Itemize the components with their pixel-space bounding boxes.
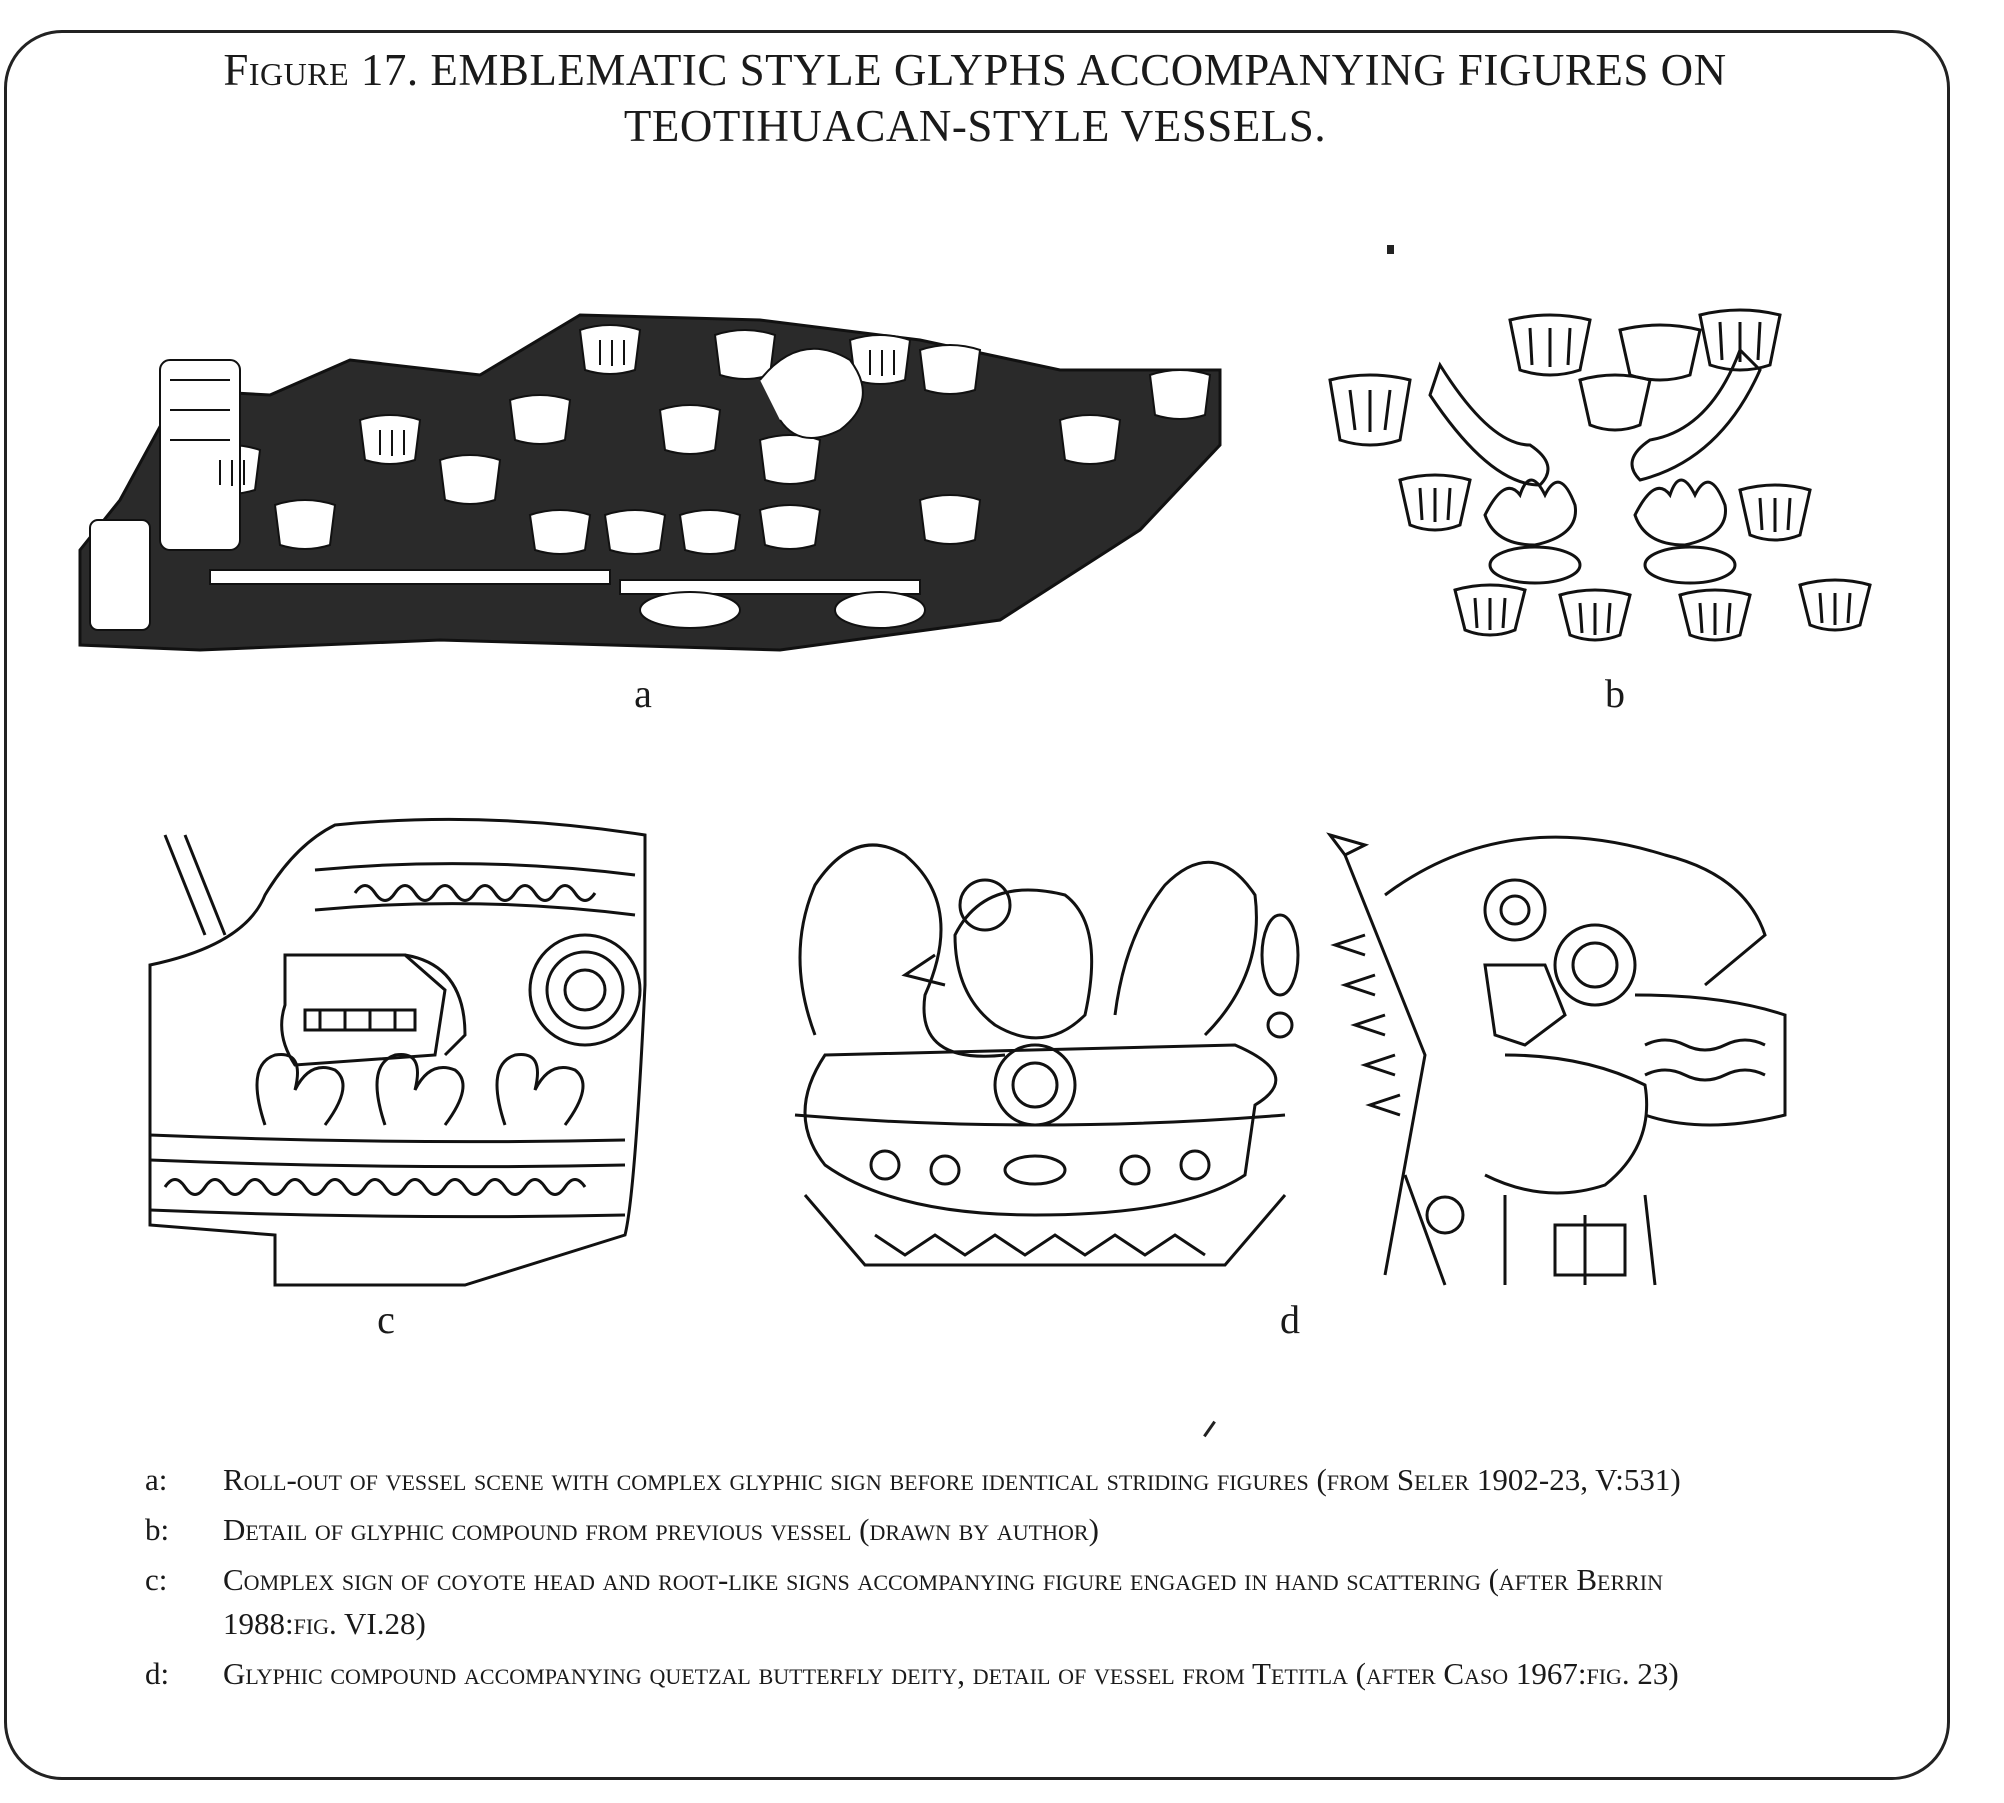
caption-a-text: Roll-out of vessel scene with complex glyphic sign before identical striding figures (from Seler 1902-23, V:531) (223, 1462, 1681, 1497)
caption-a (145, 1458, 1765, 1502)
caption-b-text: Detail of glyphic compound from previous vessel (drawn by author) (223, 1512, 1099, 1547)
caption-b (145, 1508, 1765, 1552)
caption-a-key: a: (145, 1462, 168, 1497)
panel-c-label: c (377, 1297, 395, 1342)
caption-d-text: Glyphic compound accompanying quetzal butterfly deity, detail of vessel from Tetitla (after Caso 1967:fig. 23) (223, 1656, 1679, 1691)
scan-speck (1387, 245, 1394, 254)
panel-a-illustration (60, 300, 1230, 660)
caption-d (145, 1652, 1765, 1696)
caption-c-key: c: (145, 1562, 168, 1597)
panel-a-label: a (634, 671, 652, 716)
panel-d-label: d (1280, 1297, 1300, 1342)
caption-c-text: Complex sign of coyote head and root-like signs accompanying figure engaged in hand scattering (after Berrin 1988:fig. VI.28) (223, 1562, 1664, 1641)
panel-d-illustration (785, 815, 1795, 1290)
figure-title-prefix: Figure 17. (223, 45, 419, 95)
panel-c-illustration (145, 815, 655, 1295)
caption-list (145, 1458, 1765, 1702)
figure-title-text: EMBLEMATIC STYLE GLYPHS ACCOMPANYING FIGURES ON (430, 45, 1727, 95)
caption-b-key: b: (145, 1512, 170, 1547)
caption-c (145, 1558, 1765, 1646)
figure-title-line1 (100, 42, 1850, 98)
caption-d-key: d: (145, 1656, 170, 1691)
panel-b-label: b (1605, 671, 1625, 716)
figure-title-line2: TEOTIHUACAN-STYLE VESSELS. (623, 101, 1327, 151)
panel-b-illustration (1320, 300, 1890, 660)
